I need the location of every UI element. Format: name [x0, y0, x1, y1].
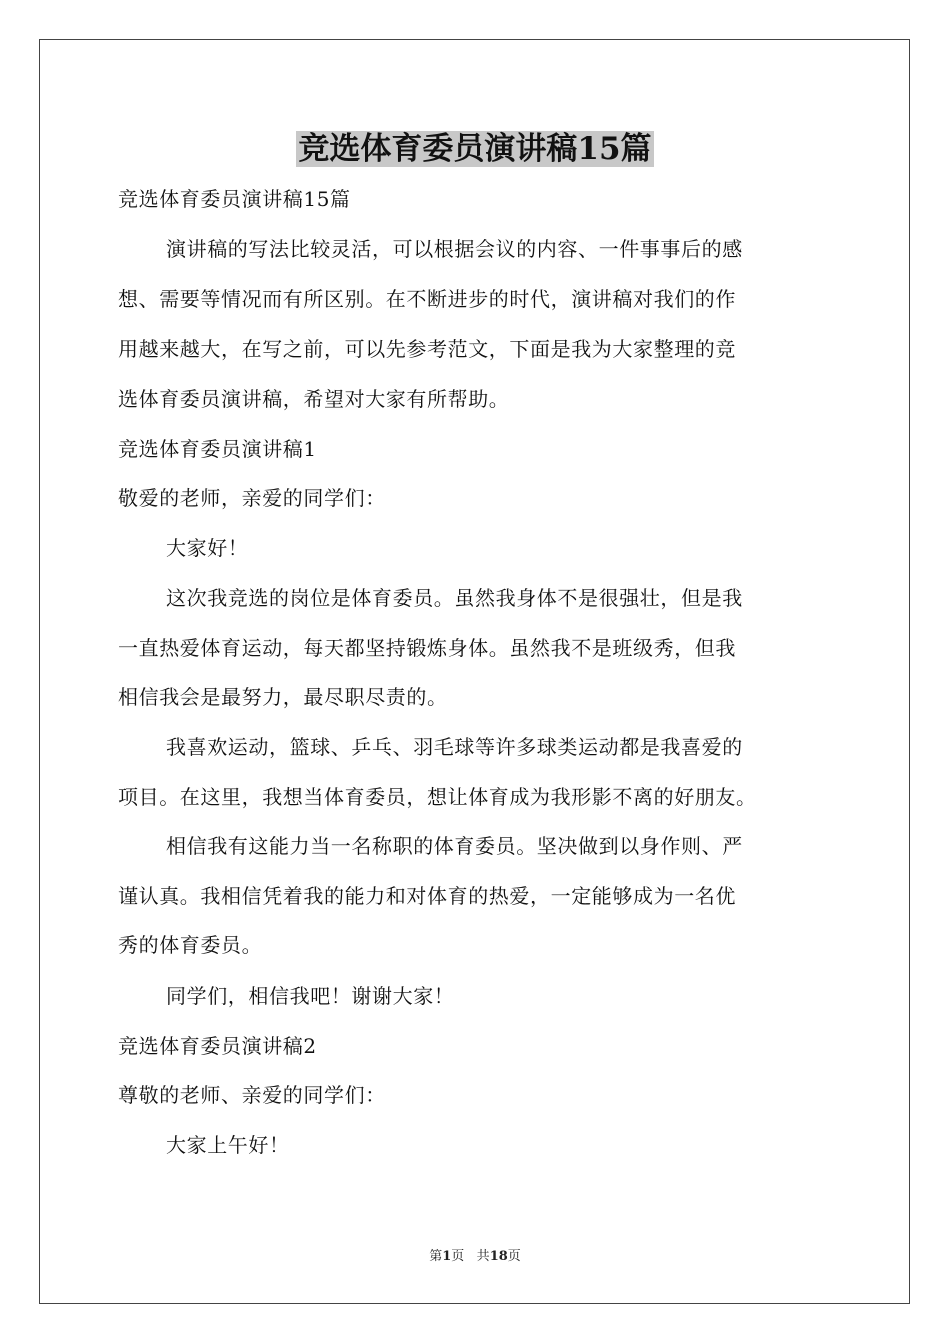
document-title: [0, 128, 950, 170]
document-title-text: 竞选体育委员演讲稿15篇: [298, 131, 652, 167]
paragraph-line: 想、需要等情况而有所区别。在不断进步的时代，演讲稿对我们的作: [118, 287, 736, 311]
footer-total-prefix: 共: [476, 1249, 490, 1264]
footer-current-page: 1: [442, 1249, 452, 1264]
section-heading: 竞选体育委员演讲稿1: [118, 437, 317, 461]
greeting-line: 大家上午好！: [166, 1133, 290, 1157]
paragraph-line: 选体育委员演讲稿，希望对大家有所帮助。: [118, 387, 510, 411]
salutation-line: 敬爱的老师，亲爱的同学们：: [118, 486, 386, 510]
page-frame: [39, 39, 910, 1304]
paragraph-line: 项目。在这里，我想当体育委员，想让体育成为我形影不离的好朋友。: [118, 785, 757, 809]
paragraph-line: 这次我竞选的岗位是体育委员。虽然我身体不是很强壮，但是我: [166, 586, 743, 610]
footer-total-suffix: 页: [507, 1249, 521, 1264]
paragraph-line: 一直热爱体育运动，每天都坚持锻炼身体。虽然我不是班级秀，但我: [118, 636, 736, 660]
paragraph-line: 谨认真。我相信凭着我的能力和对体育的热爱，一定能够成为一名优: [118, 884, 736, 908]
paragraph-line: 同学们，相信我吧！谢谢大家！: [166, 984, 455, 1008]
section-heading: 竞选体育委员演讲稿2: [118, 1034, 317, 1058]
paragraph-line: 我喜欢运动，篮球、乒乓、羽毛球等许多球类运动都是我喜爱的: [166, 735, 743, 759]
footer-prefix: 第: [429, 1249, 443, 1264]
footer-total-pages: 18: [489, 1249, 508, 1264]
subtitle-line: 竞选体育委员演讲稿15篇: [118, 187, 351, 211]
paragraph-line: 用越来越大，在写之前，可以先参考范文，下面是我为大家整理的竞: [118, 337, 736, 361]
salutation-line: 尊敬的老师、亲爱的同学们：: [118, 1083, 386, 1107]
greeting-line: 大家好！: [166, 536, 249, 560]
paragraph-line: 演讲稿的写法比较灵活，可以根据会议的内容、一件事事后的感: [166, 237, 743, 261]
footer-page-suffix: 页: [451, 1249, 465, 1264]
page-footer: [0, 1248, 950, 1266]
paragraph-line: 相信我有这能力当一名称职的体育委员。坚决做到以身作则、严: [166, 834, 743, 858]
paragraph-line: 秀的体育委员。: [118, 933, 263, 957]
paragraph-line: 相信我会是最努力，最尽职尽责的。: [118, 685, 448, 709]
